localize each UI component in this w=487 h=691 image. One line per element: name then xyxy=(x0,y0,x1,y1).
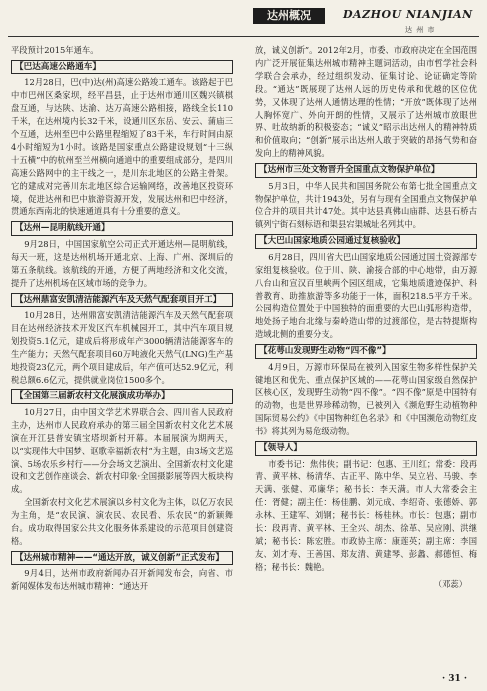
section-body-rural-culture-show: 10月27日，由中国文学艺术界联合会、四川省人民政府主办，达州市人民政府承办的第三届全国新农村文化艺术展演在开江县普安镇宝塔坝新村开幕。本届展演为期两天，以“实现伟大中国梦、讴歌幸福新农村”为主题，由3场文艺巡演、5场农乐乡村行——分会场文艺演出、全国新农村文化建设和文艺创作座谈会、新农村印象·全国摄影展等四大板块构成。 xyxy=(11,406,233,495)
section-body-kunming-route: 9月28日，中国国家航空公司正式开通达州—昆明航线，每天一班，这是达州机场开通北京、上海、广州、深圳后的第五条航线。该航线的开通，方便了两地经济和文化交流，提升了达州机场在区域市场的竞争力。 xyxy=(11,238,233,288)
right-column xyxy=(255,44,477,591)
left-column xyxy=(11,44,233,593)
section-body-cultural-relics: 5月3日，中华人民共和国国务院公布第七批全国重点文物保护单位，共计1943处，另有与现有全国重点文物保护单位合并的项目共计47处。其中达县真佛山庙群、达县石桥古镇列宁街石刻标语和渠县宕渠城址名列其中。 xyxy=(255,180,477,230)
section-body-leaders: 市委书记：焦伟侠；副书记：包惠、王川红；常委：段再青、黄平林、杨清华、古正平、陈中华、吴立岩、马骏、李天满、张健、邓廉华；秘书长：李天满。市人大常委会主任：胥健；副主任：杨佳鹏、刘元成、李绍奇、张德娇、郭永林、王建军、刘钢；秘书长：杨桂林。市长：包惠；副市长：段再青、黄平林、王全兴、胡杰、徐革、吴应刚、洪继斌；秘书长：陈宏胜。市政协主席：康莲英；副主席：李国友、刘才寿、王善国、郑友清、黄建琴、彭蠡、郝德恒、梅格；秘书长：魏艳。 xyxy=(255,458,477,572)
section-body-bada-expressway: 12月28日，巴(中)达(州)高速公路竣工通车。该路起于巴中市巴州区桑家坝，经平昌县，止于达州市通川区魏兴镇棋盘互通，与达陕、达渝、达万高速公路相接，路线全长110千米，在达州境内长32千米，设通川区东岳、安云、蒲庙三个互通，达州至巴中公路里程缩短了83千米，车行时间由原4小时缩短为1小时。该路是国家重点公路建设规划“十三纵十五横”中的杭州至兰州横向通道中的重要组成部分，是四川高速公路网中的主干线之一，是川东北地区的公路主骨架。它的建成对完善川东北地区综合运输网络，改善地区投资环境，促进达州和巴中旅游资源开发，发展达州和巴中经济，贯通东西南北的快速通道具有十分重要的意义。 xyxy=(11,77,233,217)
page-header xyxy=(0,0,487,38)
section-title-clean-energy-project: 【达州鼎富安凯清洁能源汽车及天然气配套项目开工】 xyxy=(11,293,233,308)
yearbook-city-label: 达 州 市 xyxy=(405,26,436,34)
section-body-wild-animal: 4月9日，万源市环保局在被列入国家生物多样性保护关键地区和优先、重点保护区域的——花萼山国家级自然保护区核心区，发现野生动物“四不像”。“四不像”原是中国特有的动物，也是世界珍稀动物，已被列入《濒危野生动植物种国际贸易公约》《中国物种红色名录》和《中国濒危动物红皮书》将其列为易危级动物。 xyxy=(255,361,477,437)
section-title-kunming-route: 【达州—昆明航线开通】 xyxy=(11,221,233,236)
section-body-city-spirit: 9月4日，达州市政府新闻办召开新闻发布会，向省、市新闻媒体发布达州城市精神：“通达开 xyxy=(11,568,233,592)
continued-paragraph: 平段预计2015年通车。 xyxy=(11,45,99,55)
header-divider xyxy=(8,36,479,37)
page-number: · 31 · xyxy=(442,674,468,684)
section-body-rural-culture-show-2: 全国新农村文化艺术展演以乡村文化为主体，以亿万农民为主角，是“农民演、演农民、农民看、乐农民”的新颖舞台。成功取得国家公共文化服务体系建设的示范项目创建资格。 xyxy=(11,497,233,546)
author-credit: （邓蕊） xyxy=(433,578,467,589)
section-title-rural-culture-show: 【全国第三届新农村文化展演成功举办】 xyxy=(11,389,233,404)
section-title-geopark: 【大巴山国家地质公园通过复核验收】 xyxy=(255,234,477,249)
continued-paragraph-right: 放，诚义创新”。2012年2月，市委、市政府决定在全国范围内广泛开展征集达州城市精神主题词活动，由市哲学社会科学联合会承办，经过组织发动、征集讨论、论证确定等阶段。“通达”既展现了达州人远的历史传承和优越的区位优势，又体现了达州人通情达理的性情；“开放”既体现了达州人胸怀宽广、外向开朗的性情，又展示了达州城市放眼世界、吐故纳新的积极姿态；“诚义”昭示出达州人的精神特质和价值取向；“创新”展示出达州人敢于突破的昂扬气势和奋发向上的精神风貌。 xyxy=(255,45,477,159)
section-body-clean-energy-project: 10月28日，达州鼎富安凯清洁能源汽车及天然气配套项目在达州经济技术开发区汽车机械园开工，其中汽车项目规划投资5.1亿元，建成后将形成年产3000辆清洁能源客车的生产能力；天然气配套项目60万吨液化天然气(LNG)生产基地投资23亿元，两个项目建成后，年产值可达52.9亿元，利税总额6.6亿元，提供就业岗位1500多个。 xyxy=(11,310,233,385)
section-title-leaders: 【领导人】 xyxy=(255,441,477,456)
section-tab: 达州概况 xyxy=(253,8,325,24)
yearbook-english-title: DAZHOU NIANJIAN xyxy=(343,8,473,21)
section-body-geopark: 6月28日，四川省大巴山国家地质公园通过国土资源部专家组复核验收。位于川、陕、渝接合部的中心地带，由万源八台山和宣汉百里峡两个园区组成，它集地质遗迹保护、科普教育、助推旅游等多功能于一体，面积218.5平方千米。公园构造位置处于中国独特的面重要的大巴山弧形构造带，地处扬子地台北缘与秦岭造山带的过渡部位，是古特提斯构造域北侧的重要分支。 xyxy=(255,251,477,340)
section-title-wild-animal: 【花萼山发现野生动物“四不像”】 xyxy=(255,344,477,359)
section-title-bada-expressway: 【巴达高速公路通车】 xyxy=(11,60,233,75)
section-title-cultural-relics: 【达州市三处文物晋升全国重点文物保护单位】 xyxy=(255,163,477,178)
section-title-city-spirit: 【达州城市精神——“通达开放，诚义创新”正式发布】 xyxy=(11,551,233,566)
